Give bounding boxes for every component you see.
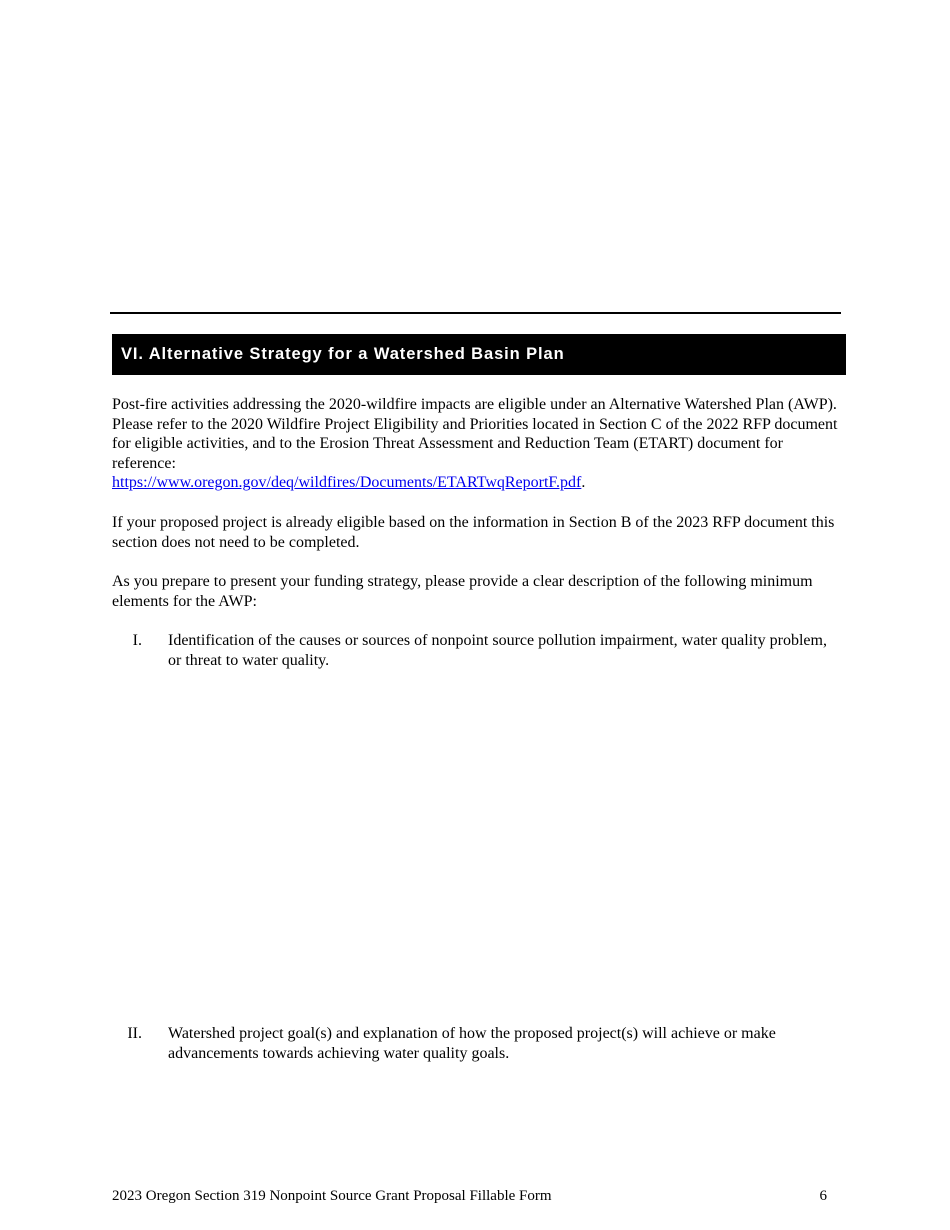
list-item-text: Identification of the causes or sources of nonpoint source pollution impairment, water quality problem, or threat to water quality. (168, 632, 827, 669)
list-item-number: II. (127, 1025, 142, 1042)
top-divider (110, 312, 841, 314)
footer-title: 2023 Oregon Section 319 Nonpoint Source Grant Proposal Fillable Form (112, 1188, 552, 1204)
page-number: 6 (819, 1188, 827, 1204)
intro-paragraph (112, 395, 842, 493)
list-item (112, 631, 842, 670)
prepare-text: As you prepare to present your funding strategy, please provide a clear description of the following minimum elements for the AWP: (112, 573, 813, 610)
list-item (112, 1024, 842, 1063)
list-item-number: I. (132, 632, 142, 649)
section-header (112, 334, 846, 375)
eligibility-paragraph (112, 513, 842, 552)
section-title: VI. Alternative Strategy for a Watershed Basin Plan (121, 345, 565, 363)
link-suffix: . (581, 474, 586, 492)
prepare-paragraph (112, 572, 842, 611)
eligibility-text: If your proposed project is already eligible based on the information in Section B of the 2023 RFP document this section does not need to be completed. (112, 514, 835, 551)
etart-report-link[interactable]: https://www.oregon.gov/deq/wildfires/Documents/ETARTwqReportF.pdf (112, 474, 582, 492)
list-item-text: Watershed project goal(s) and explanation of how the proposed project(s) will achieve or make advancements towards achieving water quality goals. (168, 1025, 776, 1062)
intro-text: Post-fire activities addressing the 2020-wildfire impacts are eligible under an Alternative Watershed Plan (AWP). Please refer to the 2020 Wildfire Project Eligibility and Priorities located in Section C of the 2022 RFP document for eligible activities, and to the Erosion Threat Assessment and Reduction Team (ETART) document for reference: (112, 396, 838, 472)
